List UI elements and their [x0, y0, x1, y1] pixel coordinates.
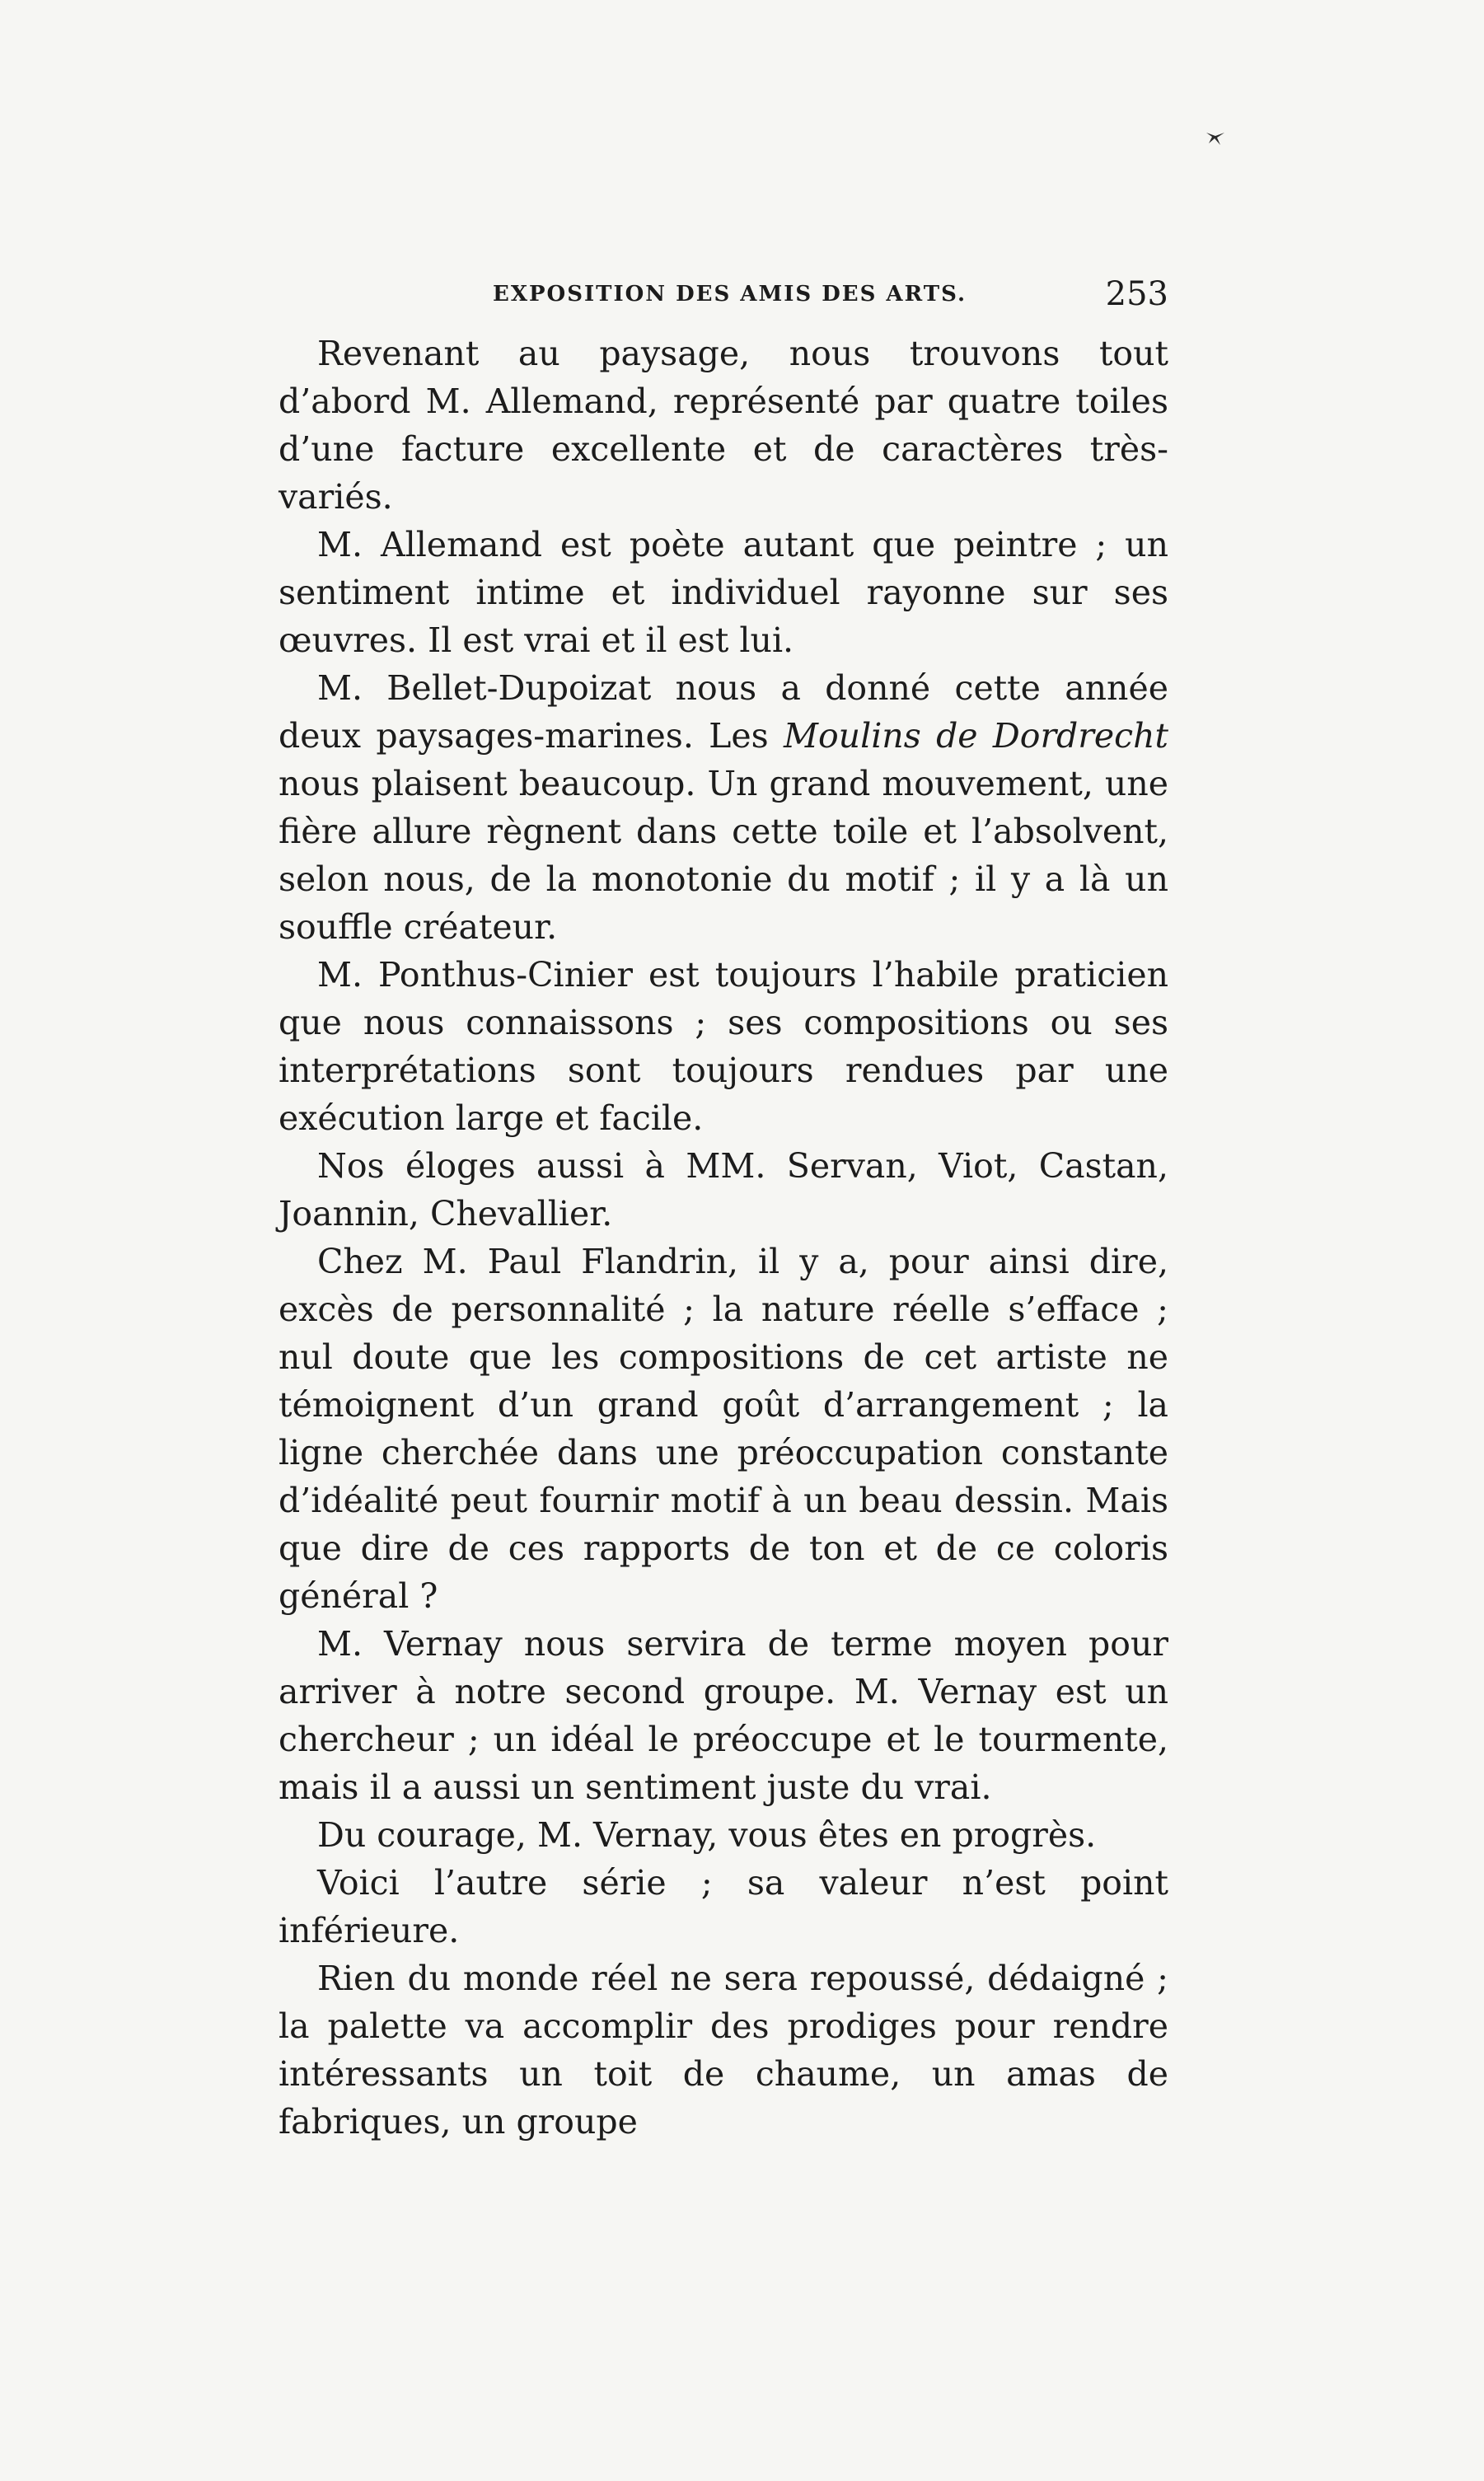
paragraph: Nos éloges aussi à MM. Servan, Viot, Castan, Joannin, Chevallier.: [279, 1146, 1168, 1233]
paragraph: Du courage, M. Vernay, vous êtes en progrès.: [317, 1815, 1097, 1855]
running-title: EXPOSITION DES AMIS DES ARTS.: [493, 282, 967, 307]
paragraph-text: nous plaisent beaucoup. Un grand mouvement, une fière allure règnent dans cette toile et l’absolvent, selon nous, de la monotonie du motif ; il y a là un souffle créateur.: [279, 764, 1168, 947]
paragraph: Chez M. Paul Flandrin, il y a, pour ainsi dire, excès de personnalité ; la nature réelle s’efface ; nul doute que les compositions de cet artiste ne témoignent d’un grand goût d’arrangement ; la ligne cherchée dans une préoccupation constante d’idéalité peut fournir motif à un beau dessin. Mais que dire de ces rapports de ton et de ce coloris général ?: [279, 1242, 1168, 1616]
paragraph-text: M. Bellet-Dupoizat nous a donné cette année deux paysages-marines. Les: [279, 668, 1168, 756]
paragraph: Rien du monde réel ne sera repoussé, dédaigné ; la palette va accomplir des prodiges pour rendre intéressants un toit de chaume, un amas de fabriques, un groupe: [279, 1959, 1168, 2142]
paragraph: [279, 664, 1168, 951]
paragraph: Revenant au paysage, nous trouvons tout d’abord M. Allemand, représenté par quatre toiles d’une facture excellente et de caractères très-variés.: [279, 334, 1168, 517]
paragraph: Voici l’autre série ; sa valeur n’est point inférieure.: [279, 1863, 1168, 1950]
fleuron-icon: [1205, 125, 1226, 147]
paragraph: M. Allemand est poète autant que peintre ; un sentiment intime et individuel rayonne sur ses œuvres. Il est vrai et il est lui.: [279, 525, 1168, 660]
running-head: [279, 275, 1168, 325]
paragraph: M. Vernay nous servira de terme moyen pour arriver à notre second groupe. M. Vernay est un chercheur ; un idéal le préoccupe et le tourmente, mais il a aussi un sentiment juste du vrai.: [279, 1624, 1168, 1807]
body-text: [279, 330, 1168, 2146]
paragraph: M. Ponthus-Cinier est toujours l’habile praticien que nous connaissons ; ses compositions ou ses interprétations sont toujours rendues par une exécution large et facile.: [279, 955, 1168, 1138]
artwork-title: Moulins de Dordrecht: [784, 716, 1168, 756]
page-number: 253: [1105, 275, 1168, 313]
